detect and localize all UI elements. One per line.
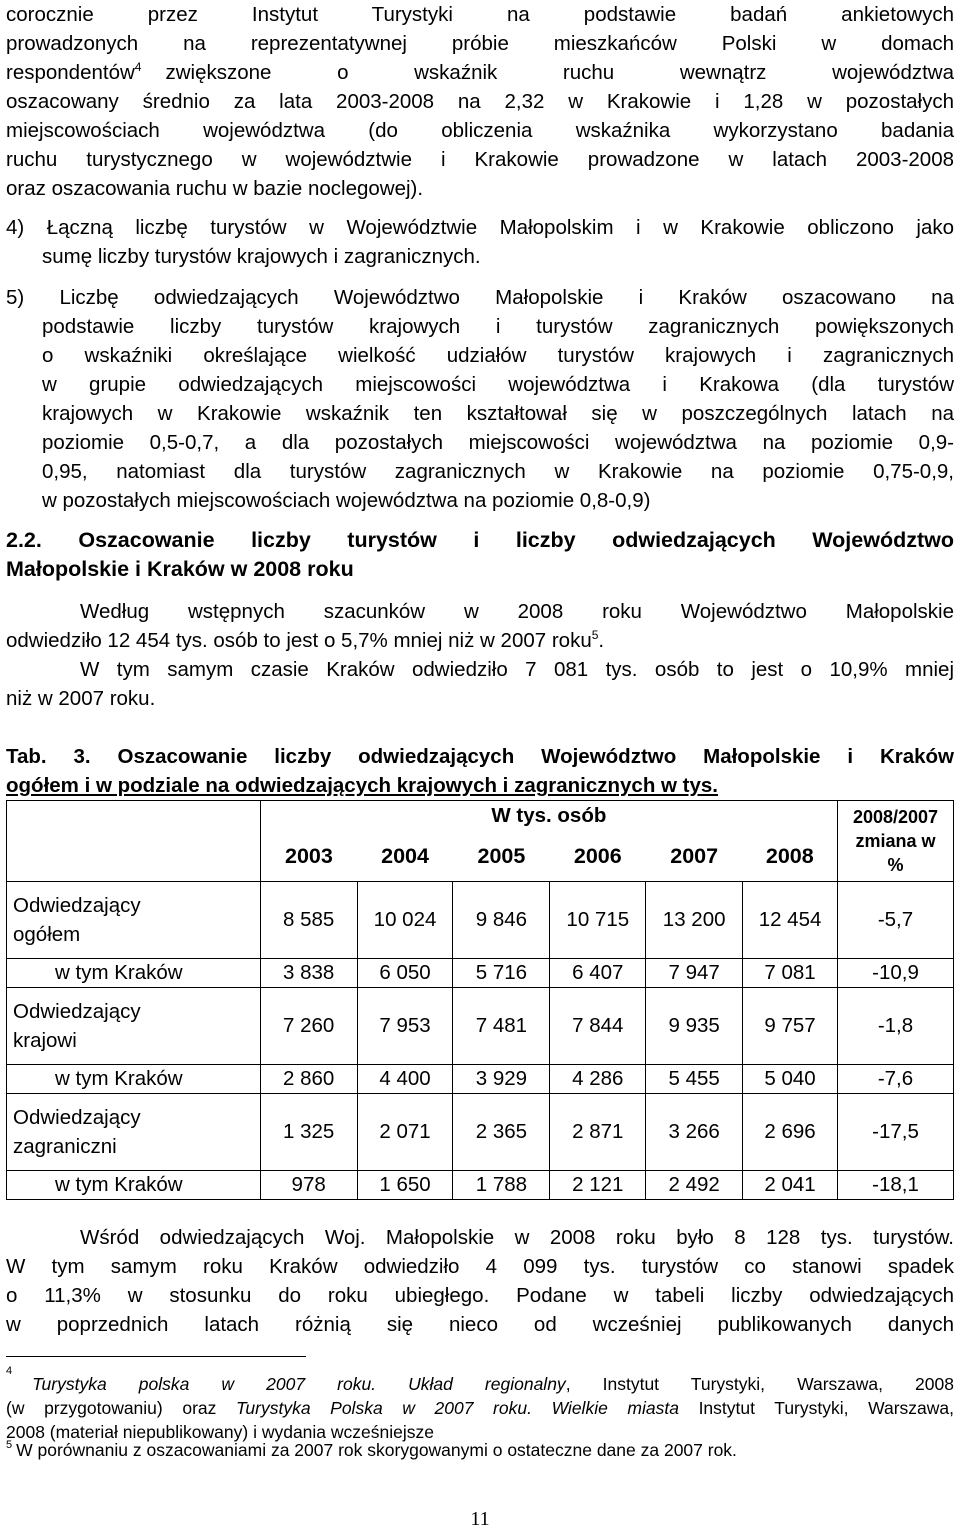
text-line: krajowych w Krakowie wskaźnik ten kształtował się w poszczególnych latach na [42, 402, 954, 425]
table-cell: 1 788 [453, 1171, 550, 1200]
table-cell: 2 365 [453, 1094, 550, 1171]
text-line-with-footnote-ref: odwiedziło 12 454 tys. osób to jest o 5,7% mniej niż w 2007 roku$^5$. [6, 628, 605, 652]
year-header: 2004 [357, 832, 453, 882]
change-cell: -18,1 [837, 1171, 953, 1200]
text-line: w grupie odwiedzających miejscowości województwa i Krakowa (dla turystów [42, 373, 954, 396]
table-cell: 7 081 [743, 959, 838, 988]
table-cell: 2 041 [743, 1171, 838, 1200]
text-line: o 11,3% w stosunku do roku ubiegłego. Podane w tabeli liczby odwiedzających [6, 1284, 954, 1307]
table-cell: 7 953 [357, 988, 453, 1065]
text-line: 4) Łączną liczbę turystów w Województwie Małopolskim i w Krakowie obliczono jako [6, 216, 954, 239]
change-cell: -1,8 [837, 988, 953, 1065]
table-cell: 9 846 [453, 882, 550, 959]
year-header: 2006 [550, 832, 646, 882]
table-cell: 6 050 [357, 959, 453, 988]
text-line: 0,95, natomiast dla turystów zagranicznych w Krakowie na poziomie 0,75-0,9, [42, 460, 954, 483]
text-line: W tym samym roku Kraków odwiedziło 4 099 tys. turystów co stanowi spadek [6, 1255, 954, 1278]
change-cell: -17,5 [837, 1094, 953, 1171]
footnote-ref-5[interactable]: 5 [591, 628, 599, 643]
text-line: oszacowany średnio za lata 2003-2008 na 2,32 w Krakowie i 1,28 w pozostałych [6, 90, 954, 113]
year-header: 2005 [453, 832, 550, 882]
table-cell: 4 400 [357, 1065, 453, 1094]
row-label: w tym Kraków [7, 1065, 261, 1094]
table-cell: 7 947 [646, 959, 743, 988]
table-cell: 2 071 [357, 1094, 453, 1171]
table-cell: 9 935 [646, 988, 743, 1065]
table-cell: 6 407 [550, 959, 646, 988]
table-cell: 7 260 [260, 988, 357, 1065]
year-header: 2007 [646, 832, 743, 882]
text-line: sumę liczby turystów krajowych i zagranicznych. [42, 245, 481, 268]
row-label: w tym Kraków [7, 1171, 261, 1200]
section-heading: 2.2. Oszacowanie liczby turystów i liczby odwiedzających Województwo Małopolskie i Kraków w 2008 roku [6, 528, 954, 581]
table-row [7, 959, 954, 988]
year-header: 2003 [260, 832, 357, 882]
table-cell: 3 266 [646, 1094, 743, 1171]
table-cell: 1 325 [260, 1094, 357, 1171]
change-header: 2008/2007 zmiana w % [837, 801, 953, 882]
table-cell: 3 838 [260, 959, 357, 988]
text-line: corocznie przez Instytut Turystyki na podstawie badań ankietowych [6, 3, 954, 26]
footnote-number: 5 [6, 1439, 13, 1451]
table-cell: 7 844 [550, 988, 646, 1065]
page-number: 11 [470, 1508, 490, 1530]
text-line: Według wstępnych szacunków w 2008 roku Województwo Małopolskie [80, 600, 954, 623]
table-caption: Tab. 3. Oszacowanie liczby odwiedzających Województwo Małopolskie i Kraków ogółem i w podziale na odwiedzających krajowych i zagranicznych w tys. [6, 745, 954, 797]
text-line: prowadzonych na reprezentatywnej próbie mieszkańców Polski w domach [6, 32, 954, 55]
text-line: miejscowościach województwa (do obliczenia wskaźnika wykorzystano badania [6, 119, 954, 142]
row-label: w tym Kraków [7, 959, 261, 988]
table-cell: 8 585 [260, 882, 357, 959]
footnote-ref-4[interactable]: 4 [134, 60, 142, 75]
text-line-with-footnote-ref: respondentów$^4$ zwiększone o wskaźnik ruchu wewnątrz województwa [6, 60, 954, 84]
footnote-number: 4 [6, 1365, 13, 1377]
table-cell: 1 650 [357, 1171, 453, 1200]
table-cell: 4 286 [550, 1065, 646, 1094]
text-line: o wskaźniki określające wielkość udziałów turystów krajowych i zagranicznych [42, 344, 954, 367]
year-header: 2008 [743, 832, 838, 882]
text-line: w pozostałych miejscowościach województwa na poziomie 0,8-0,9) [42, 489, 651, 512]
table-cell: 10 715 [550, 882, 646, 959]
intro-paragraph [6, 597, 954, 713]
change-cell: -7,6 [837, 1065, 953, 1094]
table-cell: 2 492 [646, 1171, 743, 1200]
table-cell: 5 716 [453, 959, 550, 988]
table-cell: 13 200 [646, 882, 743, 959]
unit-header: W tys. osób [260, 801, 837, 832]
table-cell: 5 455 [646, 1065, 743, 1094]
table-cell: 2 696 [743, 1094, 838, 1171]
table-cell: 978 [260, 1171, 357, 1200]
table-row [7, 1171, 954, 1200]
paragraph-3 [6, 0, 954, 203]
row-label: Odwiedzający zagraniczni [7, 1094, 261, 1171]
text-line: W tym samym czasie Kraków odwiedziło 7 081 tys. osób to jest o 10,9% mniej [80, 658, 954, 681]
text-line: poziomie 0,5-0,7, a dla pozostałych miejscowości województwa na poziomie 0,9- [42, 431, 954, 454]
table-row [7, 882, 954, 959]
table-cell: 2 871 [550, 1094, 646, 1171]
text-line: ruchu turystycznego w województwie i Krakowie prowadzone w latach 2003-2008 [6, 148, 954, 171]
footnote-separator [6, 1356, 306, 1357]
table-cell: 3 929 [453, 1065, 550, 1094]
table-cell: 2 121 [550, 1171, 646, 1200]
table-cell: 9 757 [743, 988, 838, 1065]
text-line: oraz oszacowania ruchu w bazie noclegowej). [6, 177, 424, 200]
after-table-paragraph [6, 1223, 954, 1339]
change-cell: -5,7 [837, 882, 953, 959]
row-label: Odwiedzający ogółem [7, 882, 261, 959]
table-corner [7, 801, 261, 882]
change-cell: -10,9 [837, 959, 953, 988]
text-line: niż w 2007 roku. [6, 687, 156, 710]
text-line: 5) Liczbę odwiedzających Województwo Małopolskie i Kraków oszacowano na [6, 286, 954, 309]
visitors-table [6, 800, 954, 1200]
paragraph-4 [6, 213, 954, 271]
footnote-4: 4 Turystyka polska w 2007 roku. Układ regionalny, Instytut Turystyki, Warszawa, 2008 (w przygotowaniu) oraz Turystyka Polska w 2007 roku. Wielkie miasta Instytut Turystyki, Warszawa, 2008 (materiał niepublikowany) i wydania wcześniejsze [6, 1365, 954, 1442]
text-line: w poprzednich latach różnią się nieco od wcześniej publikowanych danych [6, 1313, 954, 1336]
table-row [7, 1065, 954, 1094]
table-cell: 10 024 [357, 882, 453, 959]
row-label: Odwiedzający krajowi [7, 988, 261, 1065]
table-cell: 2 860 [260, 1065, 357, 1094]
text-line: Wśród odwiedzających Woj. Małopolskie w 2008 roku było 8 128 tys. turystów. [80, 1226, 954, 1249]
table-row [7, 988, 954, 1065]
table-cell: 5 040 [743, 1065, 838, 1094]
table-cell: 12 454 [743, 882, 838, 959]
paragraph-5 [6, 283, 954, 515]
text-line: podstawie liczby turystów krajowych i turystów zagranicznych powiększonych [42, 315, 954, 338]
footnote-5: $^5$ W porównaniu z oszacowaniami za 2007 rok skorygowanymi o ostateczne dane za 2007 rok. [6, 1439, 737, 1460]
table-row [7, 1094, 954, 1171]
table-cell: 7 481 [453, 988, 550, 1065]
